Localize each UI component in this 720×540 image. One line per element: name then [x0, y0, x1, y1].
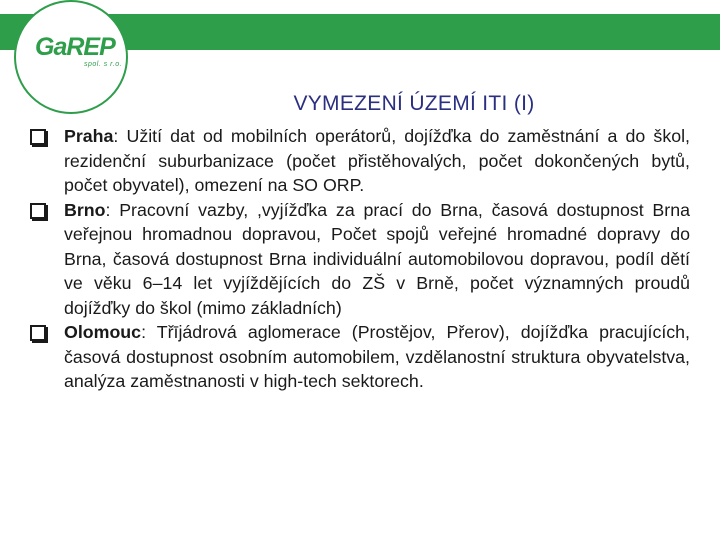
item-label: Brno [64, 199, 106, 220]
checkbox-bullet-icon [30, 325, 46, 341]
checkbox-bullet-icon [30, 203, 46, 219]
list-item-praha [30, 124, 690, 198]
item-label: Praha [64, 126, 114, 146]
item-label: Olomouc [64, 322, 142, 342]
logo-subtitle: spol. s r.o. [84, 61, 123, 68]
slide-title: VYMEZENÍ ÚZEMÍ ITI (I) [293, 92, 535, 115]
list-item-olomouc [30, 320, 690, 394]
checkbox-bullet-icon [30, 129, 46, 145]
item-text: : Užití dat od mobilních operátorů, dojížďka do zaměstnání a do škol, rezidenční suburbanizace (počet přistěhovalých, počet dokončených bytů, počet obyvatel), omezení na SO ORP. [64, 126, 690, 195]
item-text: : Třījádrová aglomerace (Prostějov, Přerov), dojížďka pracujících, časová dostupnost osobním automobilem, vzdělanostní struktura obyvatelstva, analýza zaměstnanosti v high-tech sektorech. [64, 322, 690, 391]
list-item-brno [30, 198, 690, 321]
item-text: : Pracovní vazby, ,vyjížďka za prací do Brna, časová dostupnost Brna veřejnou hromadnou dopravou, Počet spojů veřejné hromadné dopravy do Brna, časová dostupnost Brna individuální automobilovou dopravou, podíl dětí ve věku 6–14 let vyjíždějících do ZŠ v Brně, počet významných proudů dojížďky do škol (mimo základních) [64, 199, 690, 318]
logo-name: GaREP [35, 33, 115, 61]
bullet-list [30, 124, 690, 394]
